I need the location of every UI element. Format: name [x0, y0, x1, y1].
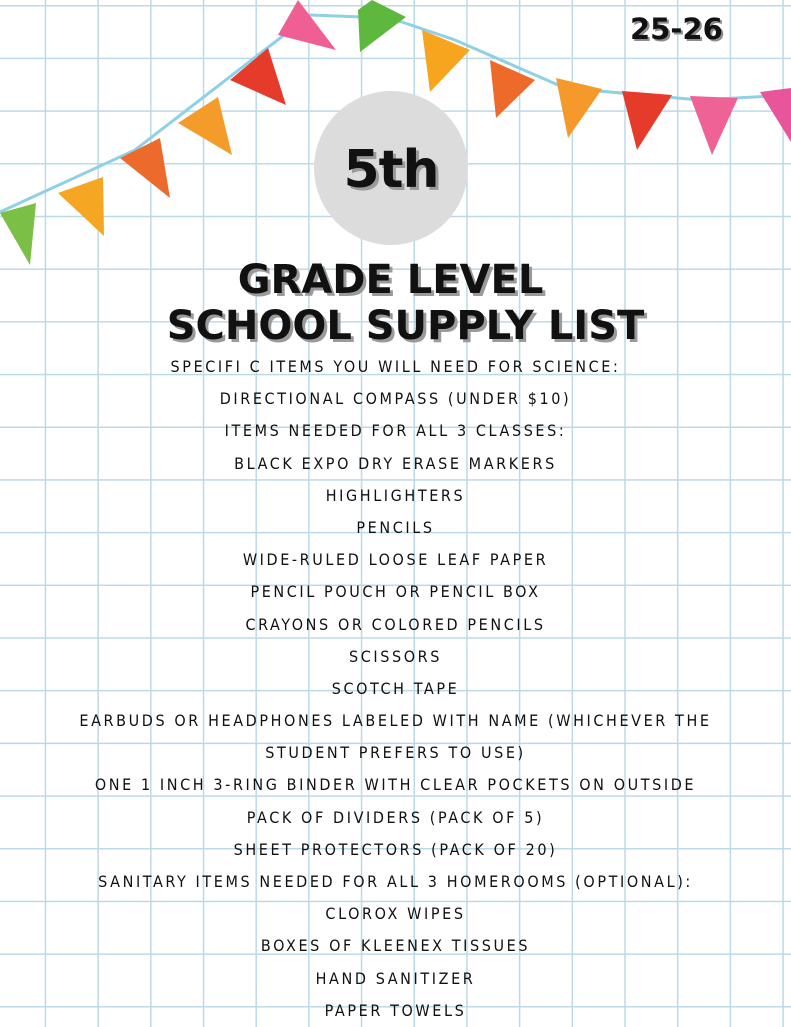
list-item: PENCIL POUCH OR PENCIL BOX	[250, 582, 541, 602]
list-item: SCISSORS	[349, 646, 442, 666]
bunting-flag	[178, 97, 232, 155]
bunting-flag	[422, 30, 470, 92]
list-item: DIRECTIONAL COMPASS (UNDER $10)	[219, 389, 572, 409]
list-item: ONE 1 INCH 3-RING BINDER WITH CLEAR POCKETS ON OUTSIDE	[94, 775, 697, 795]
bunting-flag	[556, 78, 602, 138]
list-item: PACK OF DIVIDERS (PACK OF 5)	[246, 807, 545, 827]
list-item: HIGHLIGHTERS	[325, 485, 466, 505]
list-item: SHEET PROTECTORS (PACK OF 20)	[233, 839, 558, 859]
list-item: BLACK EXPO DRY ERASE MARKERS	[234, 453, 557, 473]
list-item: SPECIFI C ITEMS YOU WILL NEED FOR SCIENCE:	[170, 357, 621, 376]
list-item: CRAYONS OR COLORED PENCILS	[245, 614, 546, 634]
list-item: SANITARY ITEMS NEEDED FOR ALL 3 HOMEROOMS (OPTIONAL):	[98, 872, 693, 891]
list-item: CLOROX WIPES	[325, 904, 466, 924]
bunting-flag	[622, 91, 672, 150]
list-item: WIDE-RULED LOOSE LEAF PAPER	[242, 550, 549, 570]
bunting-flag	[230, 48, 286, 105]
bunting-flag	[690, 96, 738, 155]
list-item: PENCILS	[356, 517, 435, 537]
school-year-label: 25-26	[630, 12, 723, 46]
list-item: STUDENT PREFERS TO USE)	[265, 743, 526, 763]
list-item: ITEMS NEEDED FOR ALL 3 CLASSES:	[224, 421, 567, 441]
bunting-flag	[278, 0, 336, 50]
list-item: PAPER TOWELS	[324, 1000, 467, 1020]
list-item: HAND SANITIZER	[315, 968, 476, 988]
bunting-flag	[358, 0, 406, 52]
title-line-2: SCHOOL SUPPLY LIST	[166, 303, 645, 349]
grade-label: 5th	[343, 140, 439, 200]
list-item: BOXES OF KLEENEX TISSUES	[260, 936, 531, 956]
bunting-flag	[490, 60, 535, 118]
list-item: EARBUDS OR HEADPHONES LABELED WITH NAME (WHICHEVER THE	[79, 711, 712, 731]
grade-badge	[314, 91, 468, 245]
bunting-flag	[58, 177, 104, 236]
title-line-1: GRADE LEVEL	[237, 257, 544, 303]
bunting-flag	[0, 203, 36, 265]
bunting-flag	[760, 88, 791, 142]
bunting-flag	[120, 138, 170, 198]
supply-list	[0, 351, 791, 1027]
list-item: SCOTCH TAPE	[331, 678, 460, 698]
